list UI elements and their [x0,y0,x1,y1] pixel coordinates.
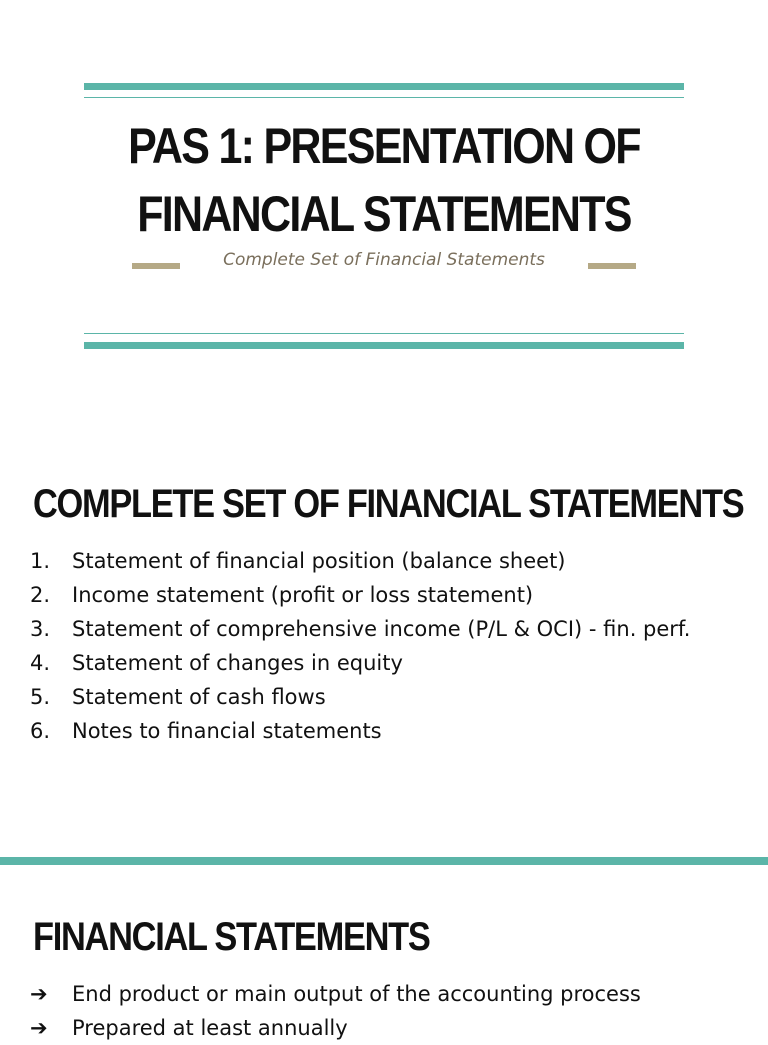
subtitle-right-accent [588,263,636,269]
list-item [30,544,690,578]
bullet-text: End product or main output of the accounting process [72,982,641,1006]
bottom-thin-rule [84,333,684,334]
list-item [30,612,690,646]
list-number: 1. [30,549,51,573]
list-text: Income statement (profit or loss statement) [72,583,534,607]
slide-subtitle: Complete Set of Financial Statements [223,250,545,270]
bottom-thick-rule [84,342,684,349]
statements-list [30,544,690,748]
arrow-right-icon: ➔ [30,982,48,1006]
list-item [30,680,690,714]
list-number: 4. [30,651,51,675]
list-text: Statement of changes in equity [72,651,403,675]
list-item [30,578,690,612]
list-text: Statement of cash flows [72,685,326,709]
title-line-2: FINANCIAL STATEMENTS [137,186,631,242]
list-text: Notes to financial statements [72,719,382,743]
slide-title [54,112,714,248]
list-number: 6. [30,719,51,743]
bullet-item [30,977,641,1011]
bullet-item [30,1011,641,1045]
list-item [30,714,690,748]
list-number: 3. [30,617,51,641]
bullet-list [30,977,641,1045]
complete-set-heading: COMPLETE SET OF FINANCIAL STATEMENTS [33,482,744,526]
list-item [30,646,690,680]
financial-statements-heading: FINANCIAL STATEMENTS [33,915,430,959]
top-thick-rule [84,83,684,90]
top-thin-rule [84,97,684,98]
slide-divider-band [0,857,768,865]
list-number: 2. [30,583,51,607]
list-text: Statement of financial position (balance sheet) [72,549,566,573]
title-line-1: PAS 1: PRESENTATION OF [128,118,640,174]
bullet-text: Prepared at least annually [72,1016,348,1040]
list-text: Statement of comprehensive income (P/L & OCI) - fin. perf. [72,617,691,641]
list-number: 5. [30,685,51,709]
arrow-right-icon: ➔ [30,1016,48,1040]
